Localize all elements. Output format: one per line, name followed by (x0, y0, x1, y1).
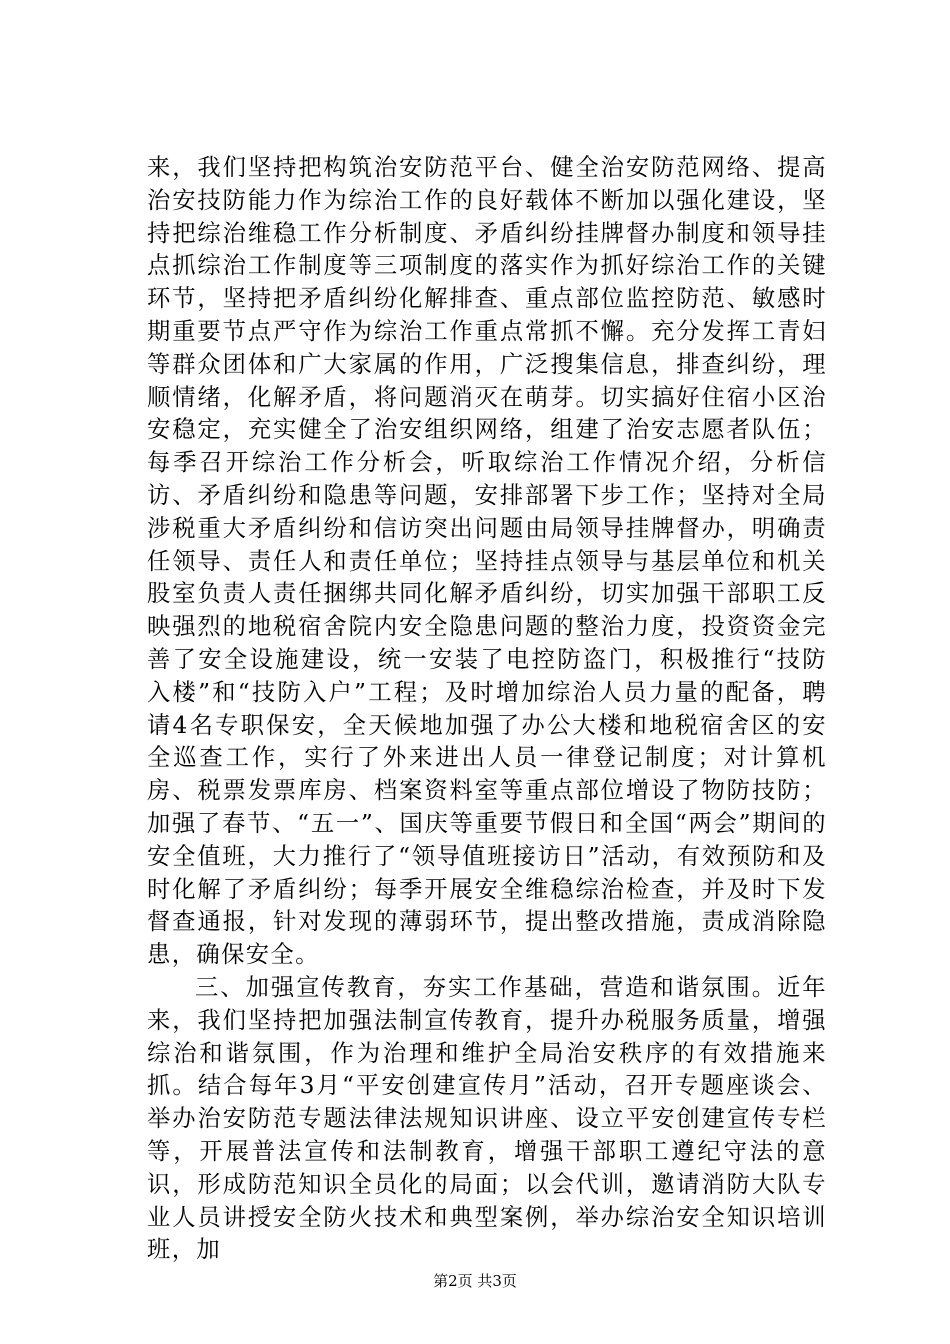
page-number-label: 第2页 共3页 (433, 1272, 517, 1290)
page-footer (0, 1271, 950, 1291)
document-body (147, 152, 827, 1267)
paragraph-1: 来，我们坚持把构筑治安防范平台、健全治安防范网络、提高治安技防能力作为综治工作的良好载体不断加以强化建设，坚持把综治维稳工作分析制度、矛盾纠纷挂牌督办制度和领导挂点抓综治工作制度等三项制度的落实作为抓好综治工作的关键环节，坚持把矛盾纠纷化解排查、重点部位监控防范、敏感时期重要节点严守作为综治工作重点常抓不懈。充分发挥工青妇等群众团体和广大家属的作用，广泛搜集信息，排查纠纷，理顺情绪，化解矛盾，将问题消灭在萌芽。切实搞好住宿小区治安稳定，充实健全了治安组织网络，组建了治安志愿者队伍；每季召开综治工作分析会，听取综治工作情况介绍，分析信访、矛盾纠纷和隐患等问题，安排部署下步工作；坚持对全局涉税重大矛盾纠纷和信访突出问题由局领导挂牌督办，明确责任领导、责任人和责任单位；坚持挂点领导与基层单位和机关股室负责人责任捆绑共同化解矛盾纠纷，切实加强干部职工反映强烈的地税宿舍院内安全隐患问题的整治力度，投资资金完善了安全设施建设，统一安装了电控防盗门，积极推行“技防入楼”和“技防入户”工程；及时增加综治人员力量的配备，聘请4名专职保安，全天候地加强了办公大楼和地税宿舍区的安全巡查工作，实行了外来进出人员一律登记制度；对计算机房、税票发票库房、档案资料室等重点部位增设了物防技防；加强了春节、“五一”、国庆等重要节假日和全国“两会”期间的安全值班，大力推行了“领导值班接访日”活动，有效预防和及时化解了矛盾纠纷；每季开展安全维稳综治检查，并及时下发督查通报，针对发现的薄弱环节，提出整改措施，责成消除隐患，确保安全。 (147, 154, 827, 969)
paragraph-2: 三、加强宣传教育，夯实工作基础，营造和谐氛围。近年来，我们坚持把加强法制宣传教育，提升办税服务质量，增强综治和谐氛围，作为治理和维护全局治安秩序的有效措施来抓。结合每年3月“平安创建宣传月”活动，召开专题座谈会、举办治安防范专题法律法规知识讲座、设立平安创建宣传专栏等，开展普法宣传和法制教育，增强干部职工遵纪守法的意识，形成防范知识全员化的局面；以会代训，邀请消防大队专业人员讲授安全防火技术和典型案例，举办综治安全知识培训班，加 (147, 973, 827, 1264)
